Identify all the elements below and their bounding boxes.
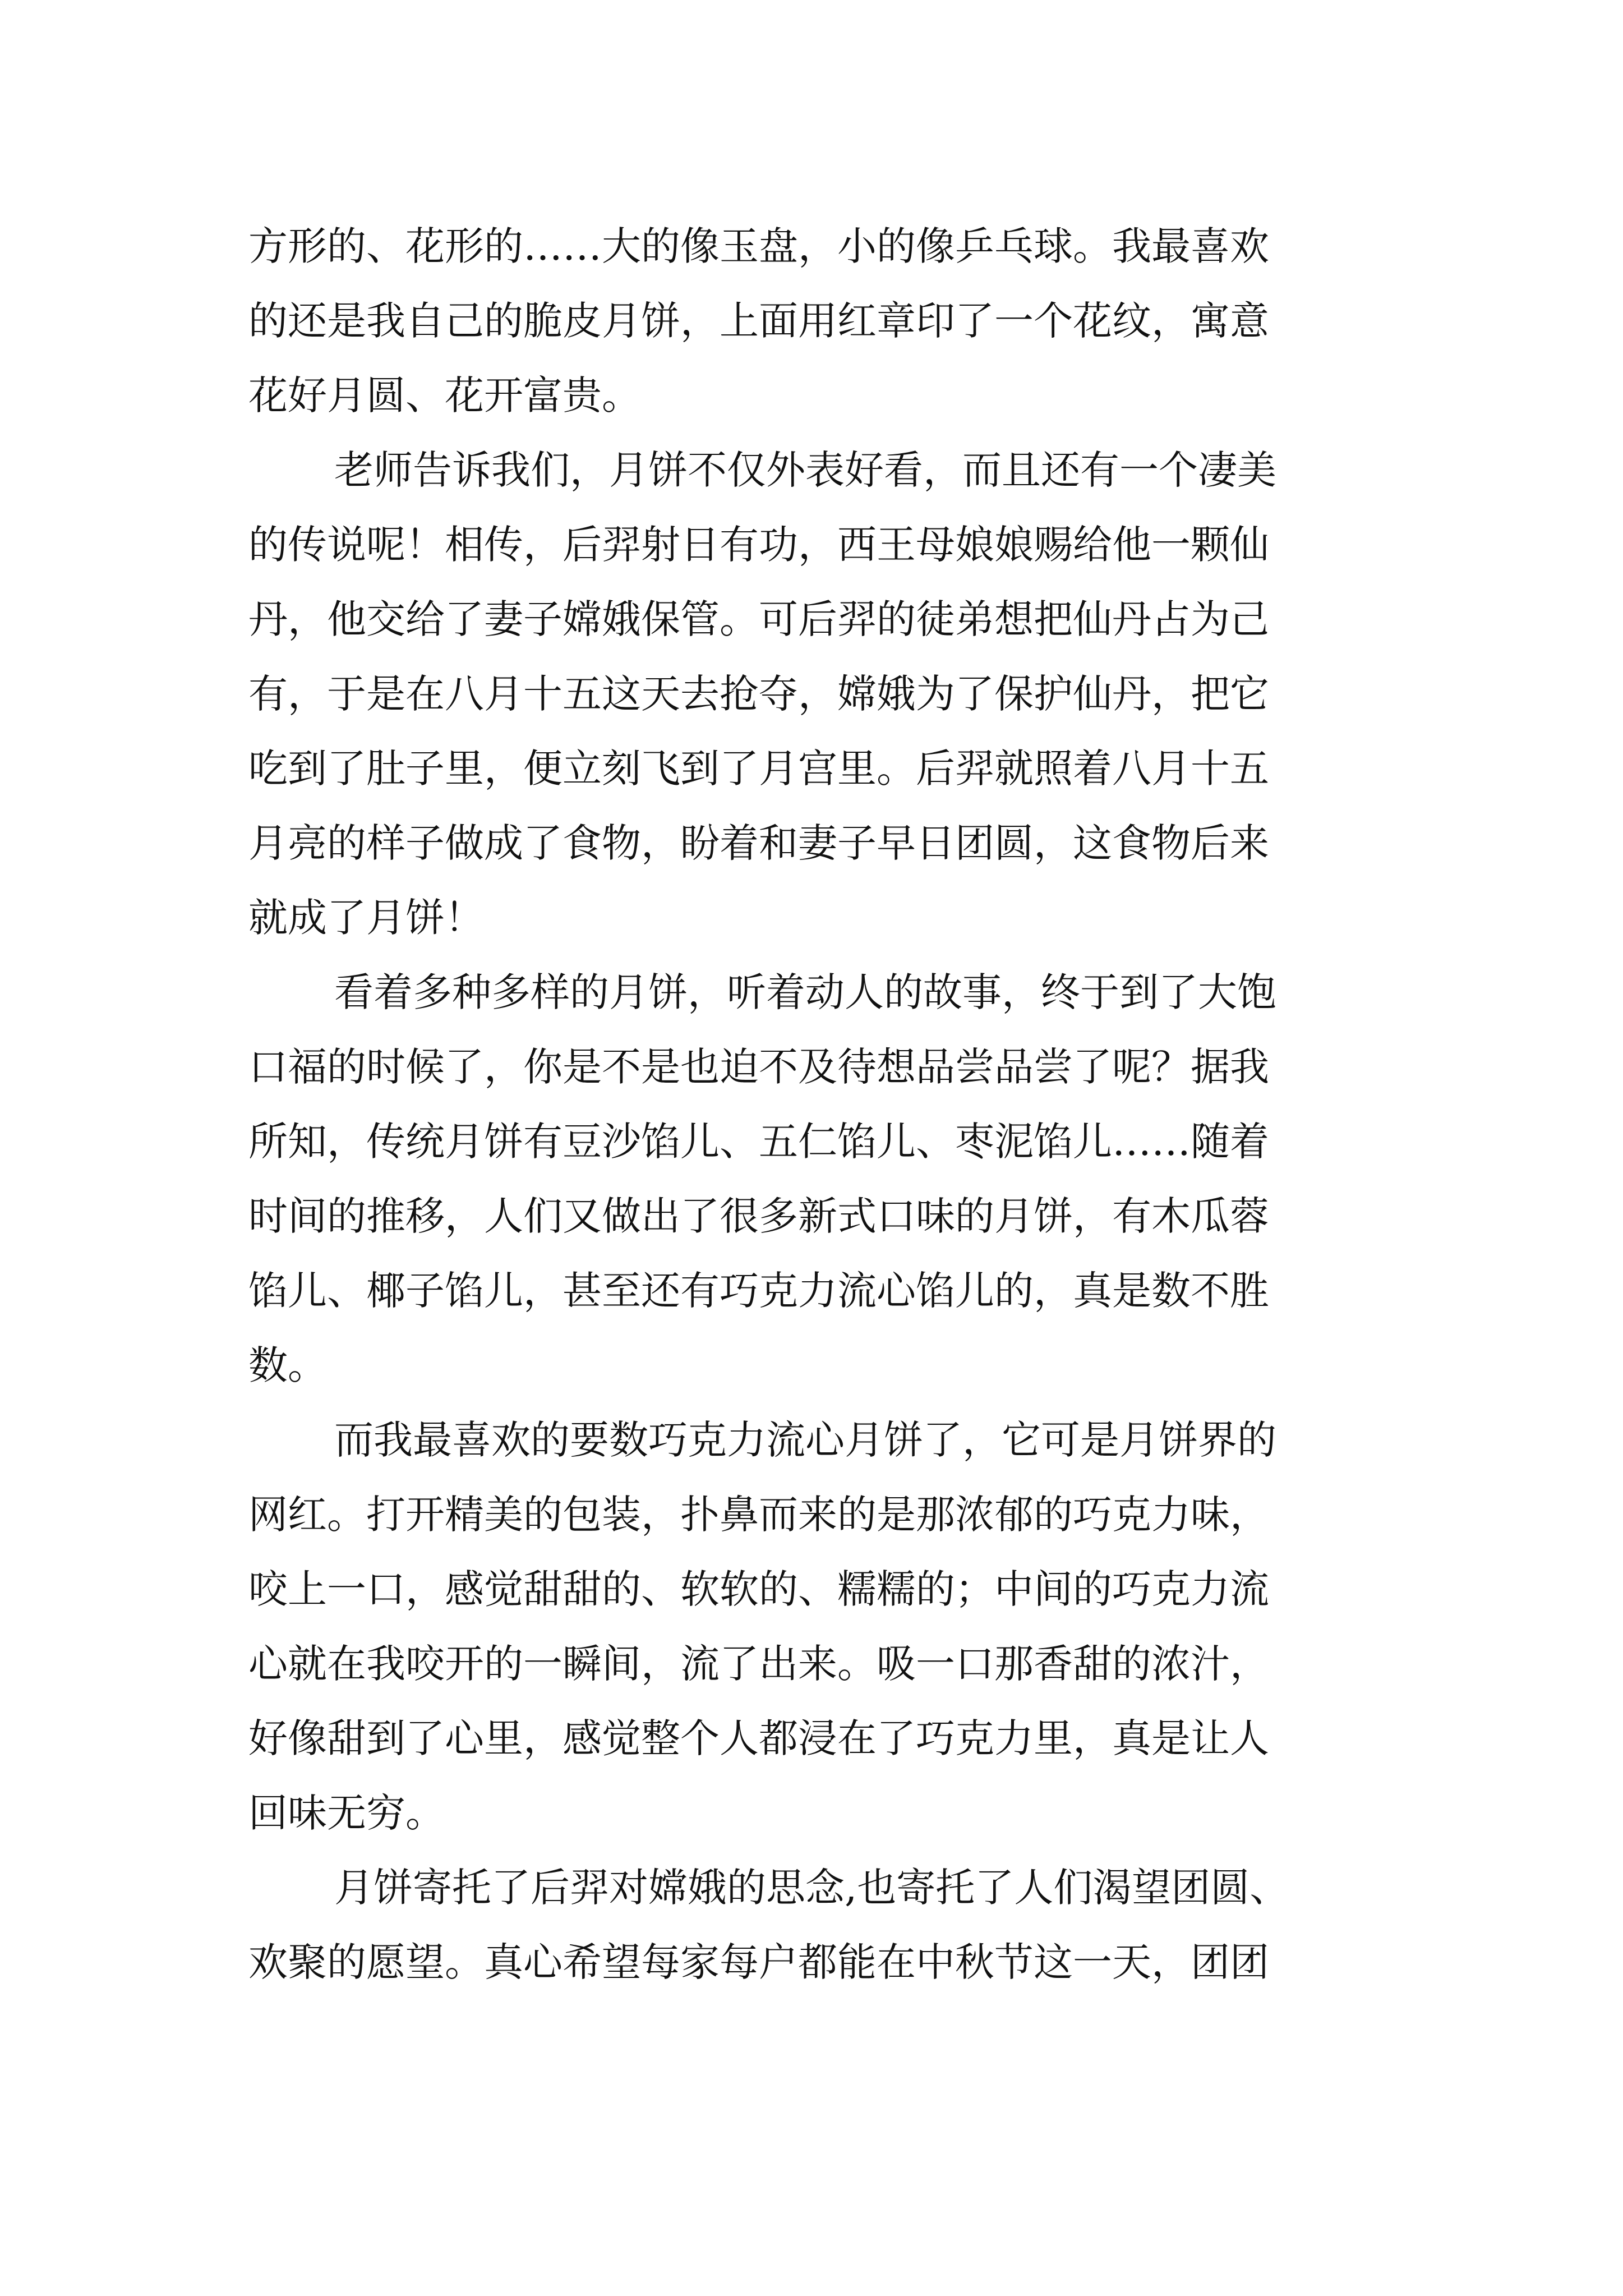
paragraph-first-line: 看着多种多样的月饼，听着动人的故事，终于到了大饱: [334, 969, 1276, 1015]
text-line: 时间的推移，人们又做出了很多新式口味的月饼，有木瓜蓉: [248, 1193, 1269, 1239]
paragraph-first-line: 而我最喜欢的要数巧克力流心月饼了，它可是月饼界的: [334, 1417, 1276, 1463]
text-line: 花好月圆、花开富贵。: [248, 372, 641, 418]
text-line: 的还是我自己的脆皮月饼，上面用红章印了一个花纹，寓意: [248, 298, 1269, 344]
text-line: 心就在我咬开的一瞬间，流了出来。吸一口那香甜的浓汁，: [248, 1641, 1269, 1687]
text-line: 丹，他交给了妻子嫦娥保管。可后羿的徒弟想把仙丹占为己: [248, 596, 1269, 642]
text-line: 有，于是在八月十五这天去抢夺，嫦娥为了保护仙丹，把它: [248, 671, 1269, 717]
text-line: 网红。打开精美的包装，扑鼻而来的是那浓郁的巧克力味，: [248, 1492, 1269, 1538]
text-line: 方形的、花形的……大的像玉盘，小的像乒乓球。我最喜欢: [248, 223, 1269, 269]
text-line: 月亮的样子做成了食物，盼着和妻子早日团圆，这食物后来: [248, 820, 1269, 866]
text-line: 欢聚的愿望。真心希望每家每户都能在中秋节这一天，团团: [248, 1939, 1269, 1985]
text-line: 口福的时候了，你是不是也迫不及待想品尝品尝了呢？据我: [248, 1044, 1269, 1090]
paragraph-first-line: 老师告诉我们，月饼不仅外表好看，而且还有一个凄美: [334, 447, 1276, 493]
paragraph-first-line: 月饼寄托了后羿对嫦娥的思念,也寄托了人们渴望团圆、: [334, 1865, 1289, 1911]
text-line: 馅儿、椰子馅儿，甚至还有巧克力流心馅儿的，真是数不胜: [248, 1268, 1269, 1314]
text-line: 所知，传统月饼有豆沙馅儿、五仁馅儿、枣泥馅儿……随着: [248, 1119, 1269, 1165]
text-line: 咬上一口，感觉甜甜的、软软的、糯糯的；中间的巧克力流: [248, 1566, 1269, 1612]
text-line: 吃到了肚子里，便立刻飞到了月宫里。后羿就照着八月十五: [248, 746, 1269, 792]
text-line: 好像甜到了心里，感觉整个人都浸在了巧克力里，真是让人: [248, 1715, 1269, 1761]
text-line: 的传说呢！相传，后羿射日有功，西王母娘娘赐给他一颗仙: [248, 522, 1269, 568]
text-line: 就成了月饼！: [248, 895, 484, 941]
text-line: 回味无穷。: [248, 1790, 445, 1836]
text-line: 数。: [248, 1342, 327, 1388]
